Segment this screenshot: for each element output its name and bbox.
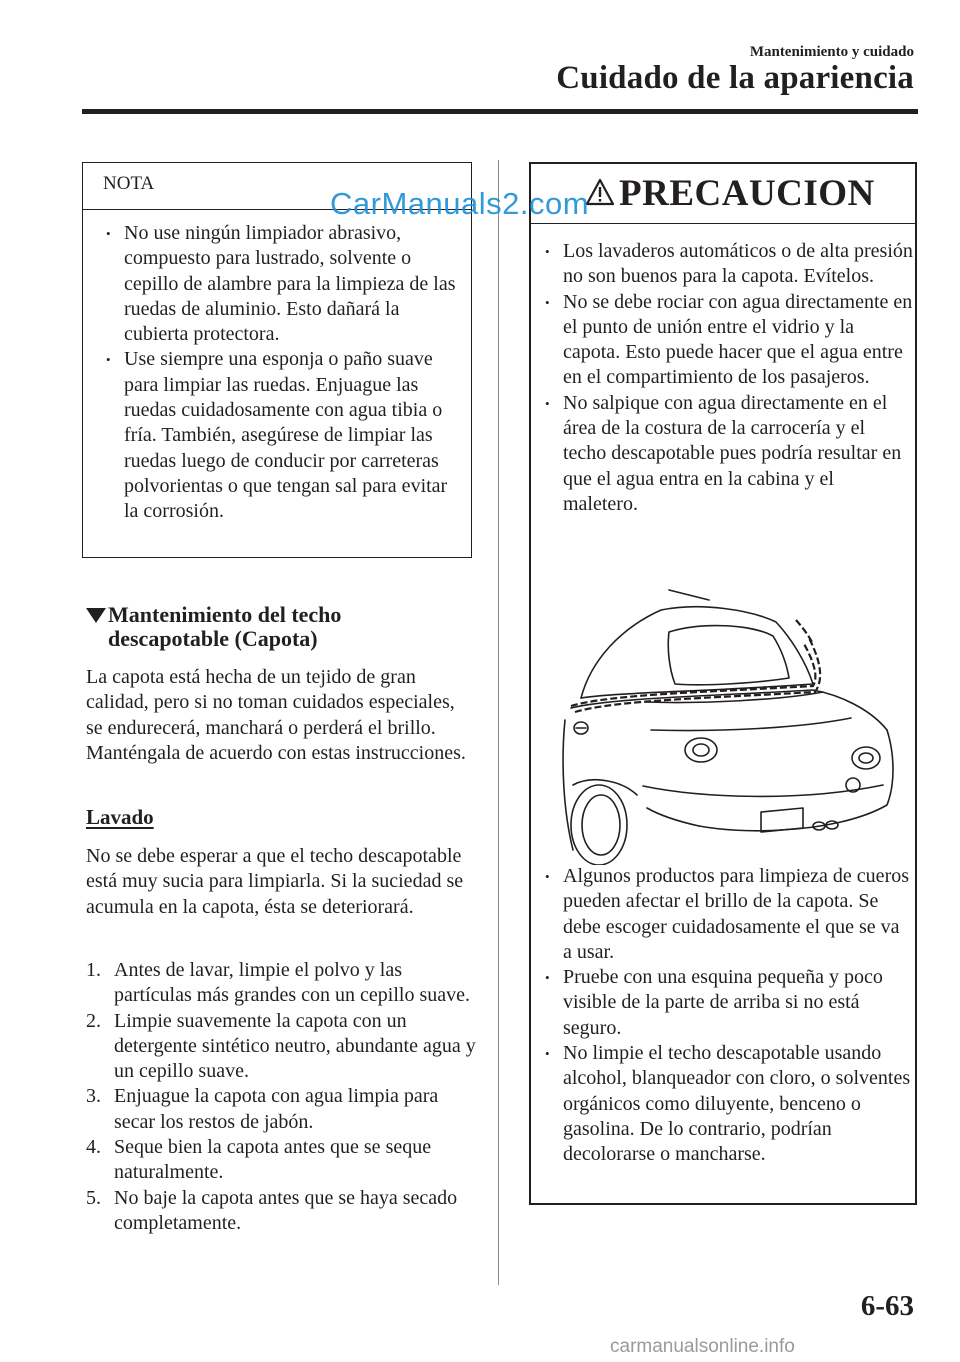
step-text: Antes de lavar, limpie el polvo y las partículas más grandes con un cepillo suave.: [114, 959, 470, 1007]
caution-box: [529, 162, 917, 1205]
caution-item: • Algunos productos para limpieza de cueros pueden afectar el brillo de la capota. Se debe escoger cuidadosamente el que se va a usar.: [541, 864, 913, 965]
note-list: [102, 221, 464, 525]
step-text: Limpie suavemente la capota con un detergente sintético neutro, abundante agua y un cepillo suave.: [114, 1009, 476, 1083]
wash-intro: No se debe esperar a que el techo descapotable está muy sucia para limpiarla. Si la suciedad se acumula en la capota, ésta se deteriorará.: [86, 845, 464, 918]
section-heading-line2: descapotable (Capota): [108, 626, 318, 651]
wash-step: [86, 958, 481, 1009]
step-number: 5.: [86, 1186, 101, 1209]
step-number: 4.: [86, 1136, 101, 1159]
section-triangle-icon: [86, 608, 106, 623]
wash-step: [86, 1135, 481, 1186]
caution-item: • Los lavaderos automáticos o de alta presión no son buenos para la capota. Evítelos.: [541, 239, 913, 290]
caution-title: PRECAUCION: [619, 173, 875, 214]
warning-triangle-icon: [585, 178, 615, 206]
section-heading-line1: Mantenimiento del techo: [108, 602, 342, 627]
step-text: Enjuague la capota con agua limpia para secar los restos de jabón.: [114, 1085, 439, 1133]
subheading-lavado: Lavado: [86, 805, 154, 829]
section-heading: [86, 603, 476, 651]
wash-steps: [86, 958, 481, 1236]
caution-item: • No limpie el techo descapotable usando alcohol, blanqueador con cloro, o solventes orgánicos como diluyente, benceno o gasolina. De lo contrario, podrían decolorarse o mancharse.: [541, 1041, 913, 1167]
caution-list-bottom: [541, 864, 913, 1168]
column-divider: [498, 160, 499, 1285]
wash-step: [86, 1186, 481, 1237]
section-intro: La capota está hecha de un tejido de gran calidad, pero si no toman cuidados especiales, se endurecerá, manchará o perderá el brillo. Manténgala de acuerdo con estas instrucciones.: [86, 666, 466, 764]
chapter-label: Mantenimiento y cuidado: [749, 44, 914, 60]
caution-item: • Pruebe con una esquina pequeña y poco visible de la parte de arriba si no está seguro.: [541, 965, 913, 1041]
page-number: 6-63: [860, 1290, 914, 1322]
wash-step: [86, 1009, 481, 1085]
step-text: Seque bien la capota antes que se seque naturalmente.: [114, 1136, 432, 1184]
step-number: 1.: [86, 959, 101, 981]
note-item: • No use ningún limpiador abrasivo, compuesto para lustrado, solvente o cepillo de alambre para la limpieza de las ruedas de aluminio. Esto dañará la cubierta protectora.: [102, 221, 464, 347]
watermark-carmanualsonline: carmanualsonline.info: [610, 1336, 795, 1357]
wash-step: [86, 1084, 481, 1135]
step-number: 2.: [86, 1009, 101, 1032]
convertible-top-illustration: [551, 580, 901, 865]
header-rule: [82, 109, 918, 114]
caution-list-top: [541, 239, 913, 517]
note-title: NOTA: [103, 173, 155, 194]
watermark-carmanuals2: CarManuals2.com: [330, 186, 590, 221]
page-title: Cuidado de la apariencia: [556, 60, 914, 96]
step-number: 3.: [86, 1085, 101, 1108]
step-text: No baje la capota antes que se haya secado completamente.: [114, 1186, 458, 1234]
caution-item: • No salpique con agua directamente en el área de la costura de la carrocería y el techo descapotable pues podría resultar en que el agua entra en la cabina y el maletero.: [541, 391, 913, 517]
caution-item: • No se debe rociar con agua directamente en el punto de unión entre el vidrio y la capota. Esto puede hacer que el agua entre en el compartimiento de los pasajeros.: [541, 290, 913, 391]
note-item: • Use siempre una esponja o paño suave para limpiar las ruedas. Enjuague las ruedas cuidadosamente con agua tibia o fría. También, asegúrese de limpiar las ruedas luego de conducir por carreteras polvorientas o que tengan sal para evitar la corrosión.: [102, 347, 464, 524]
